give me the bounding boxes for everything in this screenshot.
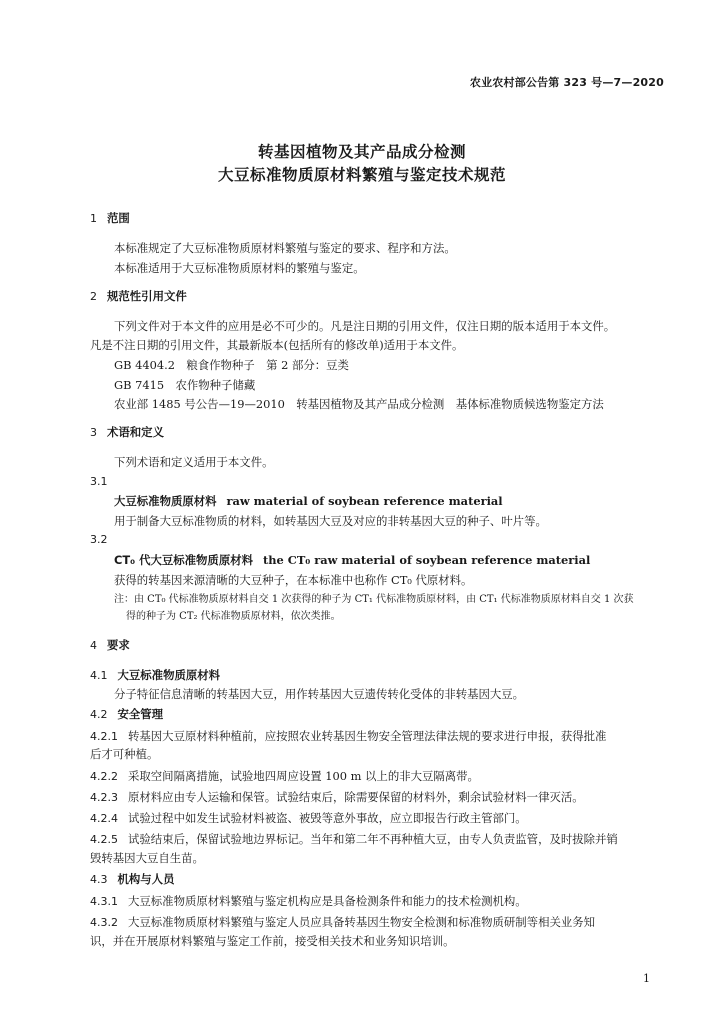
paragraph: 下列术语和定义适用于本文件。 xyxy=(114,455,274,469)
clause-4-2-1: 4.2.1 转基因大豆原材料种植前，应按照农业转基因生物安全管理法律法规的要求进行申报，获得批准 xyxy=(90,729,607,743)
clause-4-2-5: 4.2.5 试验结束后，保留试验地边界标记。当年和第二年不再种植大豆，由专人负责监管，及时拔除并销 xyxy=(90,832,618,846)
section-1-heading: 1 范围 xyxy=(90,211,130,225)
clause-4-2-2: 4.2.2 采取空间隔离措施，试验地四周应设置 100 m 以上的非大豆隔离带。 xyxy=(90,769,479,783)
term-title: 大豆标准物质原材料 raw material of soybean reference material xyxy=(114,494,503,508)
section-2-heading: 2 规范性引用文件 xyxy=(90,289,187,303)
note-text: 得的种子为 CT₂ 代标准物质原材料，依次类推。 xyxy=(126,611,341,622)
paragraph: 分子特征信息清晰的转基因大豆，用作转基因大豆遗传转化受体的非转基因大豆。 xyxy=(114,687,525,701)
term-title: CT₀ 代大豆标准物质原材料 the CT₀ raw material of soybean reference material xyxy=(114,553,591,567)
clause-4-3-2: 4.3.2 大豆标准物质原材料繁殖与鉴定人员应具备转基因生物安全检测和标准物质研制等相关业务知 xyxy=(90,915,596,929)
clause-continuation: 识，并在开展原材料繁殖与鉴定工作前，接受相关技术和业务知识培训。 xyxy=(90,934,455,948)
section-4-heading: 4 要求 xyxy=(90,638,130,652)
title-line-1: 转基因植物及其产品成分检测 xyxy=(257,143,466,161)
standard-number: 农业农村部公告第 323 号—7—2020 xyxy=(469,76,664,89)
clause-4-3-1: 4.3.1 大豆标准物质原材料繁殖与鉴定机构应是具备检测条件和能力的技术检测机构。 xyxy=(90,894,527,908)
reference-item: GB 7415 农作物种子储藏 xyxy=(114,378,256,392)
title-line-2: 大豆标准物质原材料繁殖与鉴定技术规范 xyxy=(217,166,506,184)
term-number: 3.2 xyxy=(90,533,108,546)
clause-4-2-3: 4.2.3 原材料应由专人运输和保管。试验结束后，除需要保留的材料外，剩余试验材料一律灭活。 xyxy=(90,790,584,804)
paragraph: 凡是不注日期的引用文件，其最新版本(包括所有的修改单)适用于本文件。 xyxy=(90,338,464,352)
clause-continuation: 毁转基因大豆自生苗。 xyxy=(90,851,204,865)
term-definition: 获得的转基因来源清晰的大豆种子，在本标准中也称作 CT₀ 代原材料。 xyxy=(114,573,473,587)
note-text: 注：由 CT₀ 代标准物质原材料自交 1 次获得的种子为 CT₁ 代标准物质原材料，由 CT₁ 代标准物质原材料自交 1 次获 xyxy=(114,594,634,605)
term-number: 3.1 xyxy=(90,475,108,488)
section-3-heading: 3 术语和定义 xyxy=(90,425,164,439)
subsection-4-2-heading: 4.2 安全管理 xyxy=(90,707,164,721)
paragraph: 下列文件对于本文件的应用是必不可少的。凡是注日期的引用文件，仅注日期的版本适用于本文件。 xyxy=(114,319,616,333)
paragraph: 本标准适用于大豆标准物质原材料的繁殖与鉴定。 xyxy=(114,261,365,275)
reference-item: GB 4404.2 粮食作物种子 第 2 部分：豆类 xyxy=(114,358,349,372)
clause-continuation: 后才可种植。 xyxy=(90,747,159,761)
reference-item: 农业部 1485 号公告—19—2010 转基因植物及其产品成分检测 基体标准物质候选物鉴定方法 xyxy=(114,397,604,411)
subsection-4-3-heading: 4.3 机构与人员 xyxy=(90,872,175,886)
clause-4-2-4: 4.2.4 试验过程中如发生试验材料被盗、被毁等意外事故，应立即报告行政主管部门。 xyxy=(90,811,527,825)
term-definition: 用于制备大豆标准物质的材料，如转基因大豆及对应的非转基因大豆的种子、叶片等。 xyxy=(114,514,547,528)
paragraph: 本标准规定了大豆标准物质原材料繁殖与鉴定的要求、程序和方法。 xyxy=(114,241,456,255)
page-number: 1 xyxy=(643,972,650,985)
subsection-4-1-heading: 4.1 大豆标准物质原材料 xyxy=(90,668,221,682)
